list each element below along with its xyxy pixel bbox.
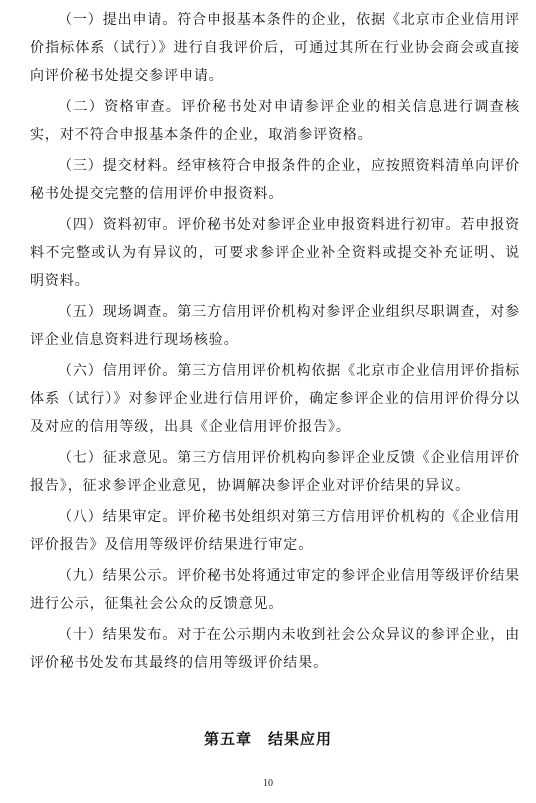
step-text: 对于在公示期内未收到社会公众异议的参评企业，由评价秘书处发布其最终的信用等级评价结果。 [30, 627, 521, 671]
page-number: 10 [263, 778, 273, 789]
step-heading: （七）征求意见。 [58, 450, 178, 466]
step-text: 第三方信用评价机构依据《北京市企业信用评价指标体系（试行）》对参评企业进行信用评价，确定参评企业的信用评价得分以及对应的信用等级，出具《企业信用评价报告》。 [30, 363, 521, 435]
step-heading: （十）结果发布。 [58, 627, 178, 643]
step-heading: （三）提交材料。 [58, 158, 178, 174]
step-text: 评价秘书处组织对第三方信用评价机构的《企业信用评价报告》及信用等级评价结果进行审定。 [30, 509, 521, 553]
paragraph-step-9 [30, 562, 520, 618]
paragraph-step-6 [30, 357, 520, 441]
step-heading: （六）信用评价。 [58, 363, 178, 379]
chapter-heading: 第五章 结果应用 [203, 730, 332, 748]
paragraph-step-4 [30, 211, 520, 295]
paragraph-step-7 [30, 444, 520, 500]
paragraph-step-1 [30, 6, 520, 90]
paragraph-step-10 [30, 621, 520, 677]
step-text: 评价秘书处对参评企业申报资料进行初审。若申报资料不完整或认为有异议的，可要求参评企业补全资料或提交补充证明、说明资料。 [30, 217, 521, 289]
step-text: 评价秘书处对申请参评企业的相关信息进行调查核实，对不符合申报基本条件的企业，取消参评资格。 [30, 99, 520, 143]
step-text: 评价秘书处将通过审定的参评企业信用等级评价结果进行公示，征集社会公众的反馈意见。 [30, 568, 521, 612]
paragraph-step-8 [30, 503, 520, 559]
step-heading: （九）结果公示。 [58, 568, 178, 584]
step-text: 第三方信用评价机构对参评企业组织尽职调查，对参评企业信息资料进行现场核验。 [30, 304, 521, 348]
paragraph-step-2 [30, 93, 520, 149]
step-text: 符合申报基本条件的企业，依据《北京市企业信用评价指标体系（试行）》进行自我评价后，可通过其所在行业协会商会或直接向评价秘书处提交参评申请。 [30, 12, 521, 84]
step-text: 第三方信用评价机构向参评企业反馈《企业信用评价报告》，征求参评企业意见，协调解决参评企业对评价结果的异议。 [30, 450, 521, 494]
step-heading: （八）结果审定。 [58, 509, 178, 525]
step-heading: （五）现场调查。 [58, 304, 178, 320]
step-text: 经审核符合申报条件的企业，应按照资料清单向评价秘书处提交完整的信用评价申报资料。 [30, 158, 521, 202]
paragraph-step-5 [30, 298, 520, 354]
step-heading: （二）资格审查。 [58, 99, 182, 115]
procedure-list [30, 6, 520, 680]
paragraph-step-3 [30, 152, 520, 208]
step-heading: （一）提出申请。 [58, 12, 178, 28]
step-heading: （四）资料初审。 [58, 217, 178, 233]
